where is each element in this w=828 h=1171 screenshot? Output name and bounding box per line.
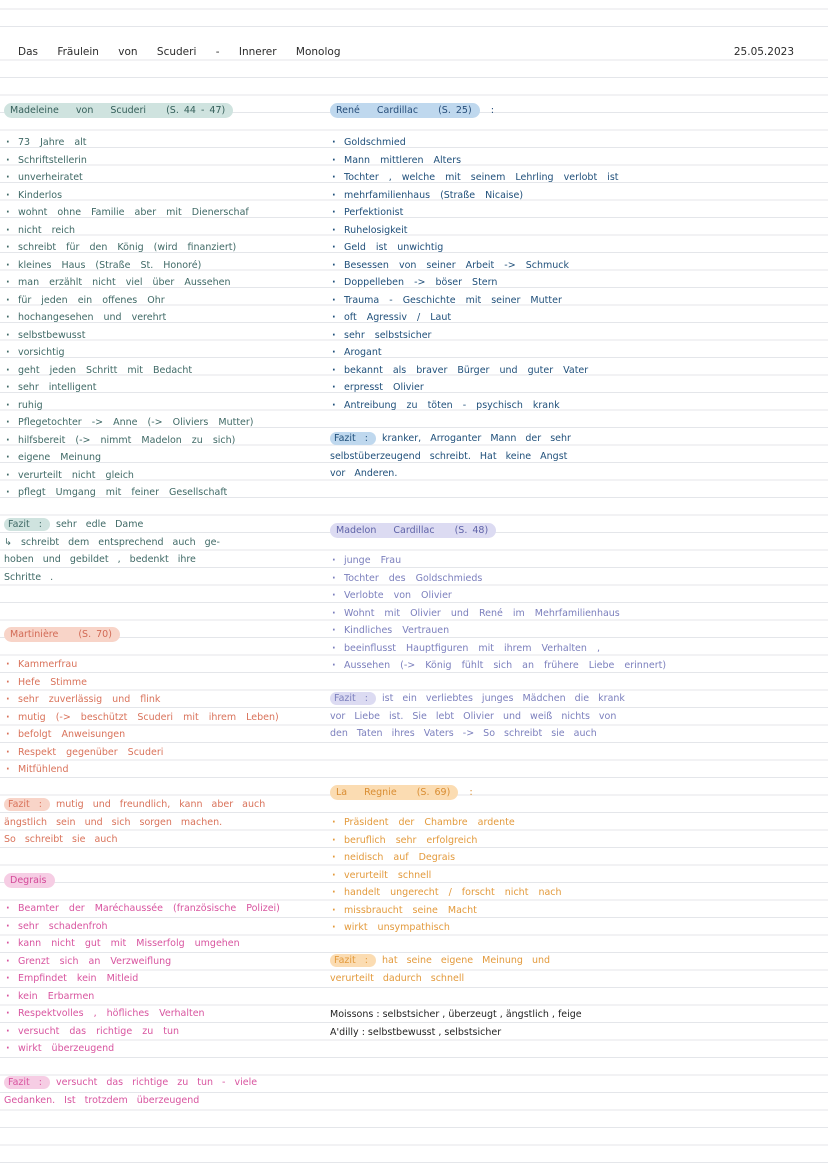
list-item: · vorsichtig	[4, 344, 254, 362]
list-item: · Kinderlos	[4, 187, 254, 205]
section-heading	[4, 627, 120, 642]
fazit-tag: Fazit :	[330, 692, 376, 705]
list-item: · Arogant	[330, 344, 619, 362]
list-item: · befolgt Anweisungen	[4, 726, 279, 744]
fazit-line: ist ein verliebtes junges Mädchen die krank	[382, 693, 625, 704]
list-item: · kleines Haus (Straße St. Honoré)	[4, 257, 254, 275]
fazit-line: So schreibt sie auch	[4, 834, 118, 845]
trait-list	[330, 552, 666, 675]
list-item: · mehrfamilienhaus (Straße Nicaise)	[330, 187, 619, 205]
list-item: · bekannt als braver Bürger und guter Vater	[330, 362, 619, 380]
section-heading	[4, 103, 233, 118]
trait-list	[330, 814, 562, 937]
heading-colon: :	[490, 105, 495, 116]
list-item: · wirkt unsympathisch	[330, 919, 562, 937]
list-item: · Grenzt sich an Verzweiflung	[4, 953, 280, 971]
list-item: · Mann mittleren Alters	[330, 152, 619, 170]
list-item: · ruhig	[4, 397, 254, 415]
heading-text: Degrais	[10, 875, 47, 886]
fazit-line: verurteilt dadurch schnell	[330, 972, 465, 984]
heading-text: Madelon Cardillac	[336, 525, 435, 536]
list-item: · eigene Meinung	[4, 449, 254, 467]
fazit-tag: Fazit :	[330, 954, 376, 967]
page-ref: (S. 70)	[78, 629, 112, 640]
section-madelon	[330, 518, 820, 739]
list-item: · hochangesehen und verehrt	[4, 309, 254, 327]
fazit-line: Schritte .	[4, 571, 54, 583]
heading-text: Martinière	[10, 629, 59, 640]
list-item: · versucht das richtige zu tun	[4, 1023, 280, 1041]
fazit-line: versucht das richtige zu tun - viele	[56, 1077, 258, 1088]
heading-text: Madeleine von Scuderi	[10, 105, 147, 116]
list-item: · Verlobte von Olivier	[330, 587, 666, 605]
heading-text: René Cardillac	[336, 105, 419, 116]
page-title: Das Fräulein von Scuderi - Innerer Monolog	[18, 46, 341, 58]
list-item: · Empfindet kein Mitleid	[4, 970, 280, 988]
list-item: · sehr zuverlässig und flink	[4, 691, 279, 709]
list-item: · sehr schadenfroh	[4, 918, 280, 936]
trait-list	[4, 900, 280, 1058]
other-line: Moissons : selbstsicher , überzeugt , ängstlich , feige	[330, 1009, 582, 1020]
page-ref: (S. 25)	[438, 105, 472, 116]
list-item: · verurteilt schnell	[330, 867, 562, 885]
fazit-line: ängstlich sein und sich sorgen machen.	[4, 816, 223, 828]
list-item: · missbraucht seine Macht	[330, 902, 562, 920]
list-item: · schreibt für den König (wird finanziert)	[4, 239, 254, 257]
page-ref: (S. 69)	[416, 787, 451, 798]
fazit-line: Gedanken. Ist trotzdem überzeugend	[4, 1094, 200, 1106]
list-item: · Wohnt mit Olivier und René im Mehrfamilienhaus	[330, 605, 666, 623]
list-item: · Besessen von seiner Arbeit -> Schmuck	[330, 257, 619, 275]
fazit-line: vor Liebe ist. Sie lebt Olivier und weiß nichts von	[330, 710, 617, 722]
list-item: · Hefe Stimme	[4, 674, 279, 692]
list-item: · handelt ungerecht / forscht nicht nach	[330, 884, 562, 902]
heading-text: La Regnie	[336, 787, 397, 798]
list-item: · Antreibung zu töten - psychisch krank	[330, 397, 619, 415]
fazit-tag: Fazit :	[4, 1076, 50, 1089]
list-item: · kein Erbarmen	[4, 988, 280, 1006]
list-item: · pflegt Umgang mit feiner Gesellschaft	[4, 484, 254, 502]
heading-colon: :	[469, 787, 473, 798]
list-item: · Pflegetochter -> Anne (-> Oliviers Mutter)	[4, 414, 254, 432]
list-item: · unverheiratet	[4, 169, 254, 187]
list-item: · Trauma - Geschichte mit seiner Mutter	[330, 292, 619, 310]
list-item: · Beamter der Maréchaussée (französische Polizei)	[4, 900, 280, 918]
list-item: · selbstbewusst	[4, 327, 254, 345]
list-item: · wirkt überzeugend	[4, 1040, 280, 1058]
list-item: · neidisch auf Degrais	[330, 849, 562, 867]
list-item: · Mitfühlend	[4, 761, 279, 779]
fazit-line: vor Anderen.	[330, 468, 398, 479]
fazit-line: kranker, Arroganter Mann der sehr	[382, 433, 571, 444]
fazit-line: hat seine eigene Meinung und	[382, 955, 551, 966]
list-item: · Kindliches Vertrauen	[330, 622, 666, 640]
list-item: · erpresst Olivier	[330, 379, 619, 397]
fazit-line: mutig und freundlich, kann aber auch	[56, 799, 266, 810]
fazit-line: ↳ schreibt dem entsprechend auch ge-	[4, 536, 220, 548]
list-item: · Präsident der Chambre ardente	[330, 814, 562, 832]
list-item: · wohnt ohne Familie aber mit Dienerschaf	[4, 204, 254, 222]
list-item: · 73 Jahre alt	[4, 134, 254, 152]
list-item: · Aussehen (-> König fühlt sich an frühere Liebe erinnert)	[330, 657, 666, 675]
list-item: · hilfsbereit (-> nimmt Madelon zu sich)	[4, 432, 254, 450]
fazit-block	[330, 952, 550, 987]
list-item: · beruflich sehr erfolgreich	[330, 832, 562, 850]
list-item: · nicht reich	[4, 222, 254, 240]
section-heading	[330, 785, 458, 800]
list-item: · Tochter , welche mit seinem Lehrling verlobt ist	[330, 169, 619, 187]
list-item: · Doppelleben -> böser Stern	[330, 274, 619, 292]
fazit-block	[4, 796, 265, 849]
other-characters	[330, 1006, 582, 1041]
list-item: · kann nicht gut mit Misserfolg umgehen	[4, 935, 280, 953]
list-item: · geht jeden Schritt mit Bedacht	[4, 362, 254, 380]
list-item: · Respektvolles , höfliches Verhalten	[4, 1005, 280, 1023]
fazit-block	[4, 516, 220, 586]
section-heading	[330, 523, 496, 538]
section-heading	[4, 873, 55, 888]
trait-list	[4, 134, 254, 502]
fazit-tag: Fazit :	[4, 798, 50, 811]
list-item: · verurteilt nicht gleich	[4, 467, 254, 485]
list-item: · Perfektionist	[330, 204, 619, 222]
list-item: · sehr intelligent	[4, 379, 254, 397]
list-item: · Schriftstellerin	[4, 152, 254, 170]
list-item: · Tochter des Goldschmieds	[330, 570, 666, 588]
fazit-block	[330, 690, 625, 743]
list-item: · Geld ist unwichtig	[330, 239, 619, 257]
list-item: · sehr selbstsicher	[330, 327, 619, 345]
list-item: · Goldschmied	[330, 134, 619, 152]
page-ref: (S. 44 - 47)	[166, 105, 226, 116]
fazit-tag: Fazit :	[330, 432, 376, 445]
fazit-line: den Taten ihres Vaters -> So schreibt sie auch	[330, 728, 597, 739]
list-item: · junge Frau	[330, 552, 666, 570]
trait-list	[4, 656, 279, 779]
list-item: · man erzählt nicht viel über Aussehen	[4, 274, 254, 292]
list-item: · Kammerfrau	[4, 656, 279, 674]
fazit-tag: Fazit :	[4, 518, 50, 531]
fazit-line: selbstüberzeugend schreibt. Hat keine Angst	[330, 450, 568, 462]
other-line: A'dilly : selbstbewusst , selbstsicher	[330, 1026, 502, 1038]
list-item: · mutig (-> beschützt Scuderi mit ihrem Leben)	[4, 709, 279, 727]
list-item: · beeinflusst Hauptfiguren mit ihrem Verhalten ,	[330, 640, 666, 658]
fazit-line: sehr edle Dame	[56, 519, 144, 530]
fazit-block	[4, 1074, 257, 1109]
section-regnie	[330, 780, 820, 984]
fazit-line: hoben und gebildet , bedenkt ihre	[4, 554, 196, 565]
list-item: · oft Agressiv / Laut	[330, 309, 619, 327]
list-item: · für jeden ein offenes Ohr	[4, 292, 254, 310]
list-item: · Ruhelosigkeit	[330, 222, 619, 240]
page-ref: (S. 48)	[454, 525, 489, 536]
fazit-block	[330, 430, 571, 483]
trait-list	[330, 134, 619, 414]
page-date: 25.05.2023	[733, 46, 794, 58]
list-item: · Respekt gegenüber Scuderi	[4, 744, 279, 762]
section-cardillac	[330, 98, 820, 479]
section-heading	[330, 103, 480, 118]
